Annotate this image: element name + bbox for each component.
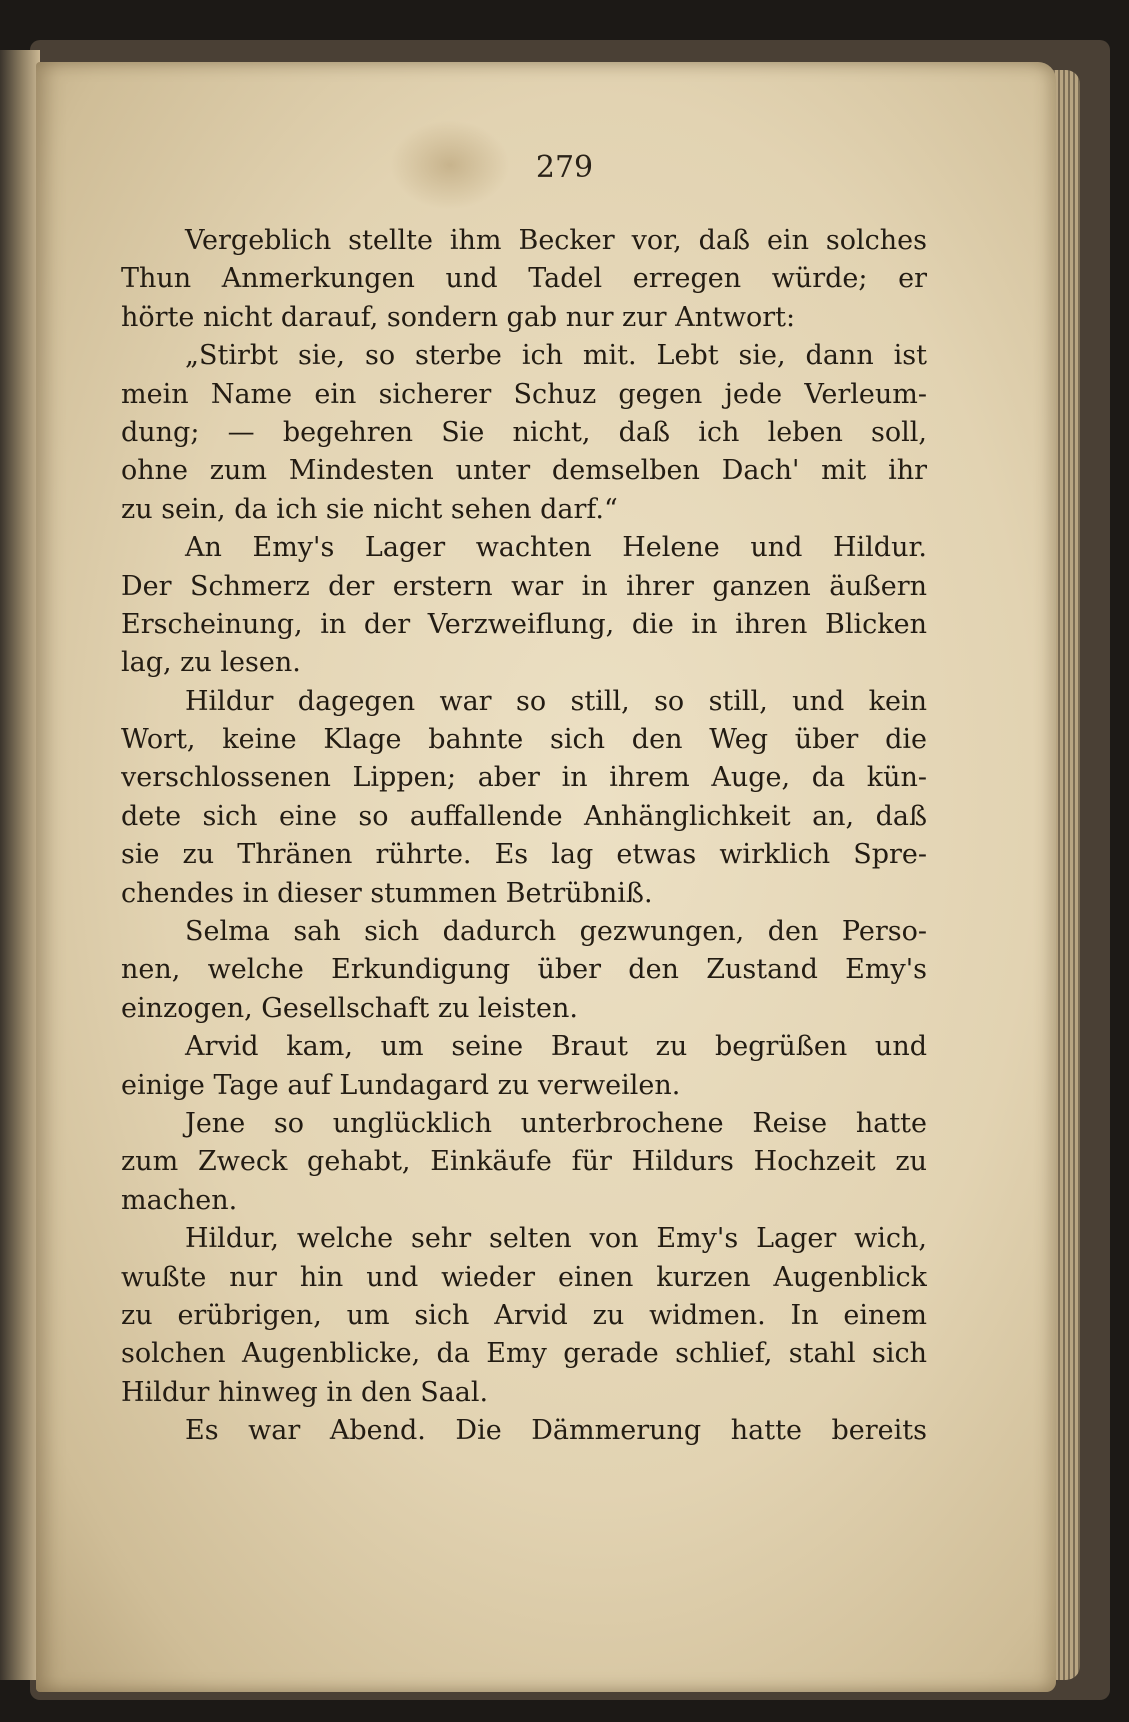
text-line: einzogen, Gesellschaft zu leisten. [121, 992, 578, 1024]
text-line: chendes in dieser stummen Betrübniß. [121, 877, 653, 909]
text-line: solchen Augenblicke, da Emy gerade schlief, stahl sich [121, 1338, 927, 1370]
text-line: dung; — begehren Sie nicht, daß ich leben soll, [121, 416, 927, 448]
text-line: verschlossenen Lippen; aber in ihrem Auge, da kün- [121, 762, 927, 794]
text-line: Erscheinung, in der Verzweiflung, die in ihren Blicken [121, 608, 927, 640]
text-line: Hildur hinweg in den Saal. [121, 1376, 489, 1408]
text-line: machen. [121, 1184, 238, 1216]
text-line: einige Tage auf Lundagard zu verweilen. [121, 1069, 681, 1101]
text-line: Es war Abend. Die Dämmerung hatte bereits [185, 1415, 927, 1447]
text-line: sie zu Thränen rührte. Es lag etwas wirklich Spre- [121, 839, 927, 871]
page-number: 279 [535, 150, 594, 185]
text-line: ohne zum Mindesten unter demselben Dach' mit ihr [121, 455, 927, 487]
text-line: Jene so unglücklich unterbrochene Reise hatte [185, 1107, 927, 1139]
text-line: zu sein, da ich sie nicht sehen darf.“ [121, 493, 618, 525]
text-line: An Emy's Lager wachten Helene und Hildur. [185, 532, 927, 564]
text-line: Hildur dagegen war so still, so still, und kein [185, 685, 927, 717]
text-line: nen, welche Erkundigung über den Zustand Emy's [121, 954, 927, 986]
text-line: wußte nur hin und wieder einen kurzen Augenblick [121, 1261, 927, 1293]
text-line: hörte nicht darauf, sondern gab nur zur Antwort: [121, 301, 796, 333]
text-line: Hildur, welche sehr selten von Emy's Lager wich, [185, 1223, 927, 1255]
text-line: Der Schmerz der erstern war in ihrer ganzen äußern [121, 570, 927, 602]
text-line: mein Name ein sicherer Schuz gegen jede Verleum- [121, 378, 927, 410]
spine-edge [0, 50, 40, 1680]
text-line: Vergeblich stellte ihm Becker vor, daß ein solches [185, 225, 927, 256]
text-line: „Stirbt sie, so sterbe ich mit. Lebt sie, dann ist [185, 340, 927, 372]
text-line: Wort, keine Klage bahnte sich den Weg über die [121, 724, 927, 756]
text-line: zu erübrigen, um sich Arvid zu widmen. In einem [121, 1299, 927, 1331]
text-line: Arvid kam, um seine Braut zu begrüßen und [185, 1031, 927, 1063]
text-line: Thun Anmerkungen und Tadel erregen würde; er [121, 263, 927, 295]
text-line: lag, zu lesen. [121, 647, 301, 679]
text-line: zum Zweck gehabt, Einkäufe für Hildurs Hochzeit zu [121, 1146, 927, 1178]
text-line: Selma sah sich dadurch gezwungen, den Perso- [185, 916, 927, 948]
text-line: dete sich eine so auffallende Anhänglichkeit an, daß [121, 800, 927, 832]
body-text [121, 222, 927, 1451]
